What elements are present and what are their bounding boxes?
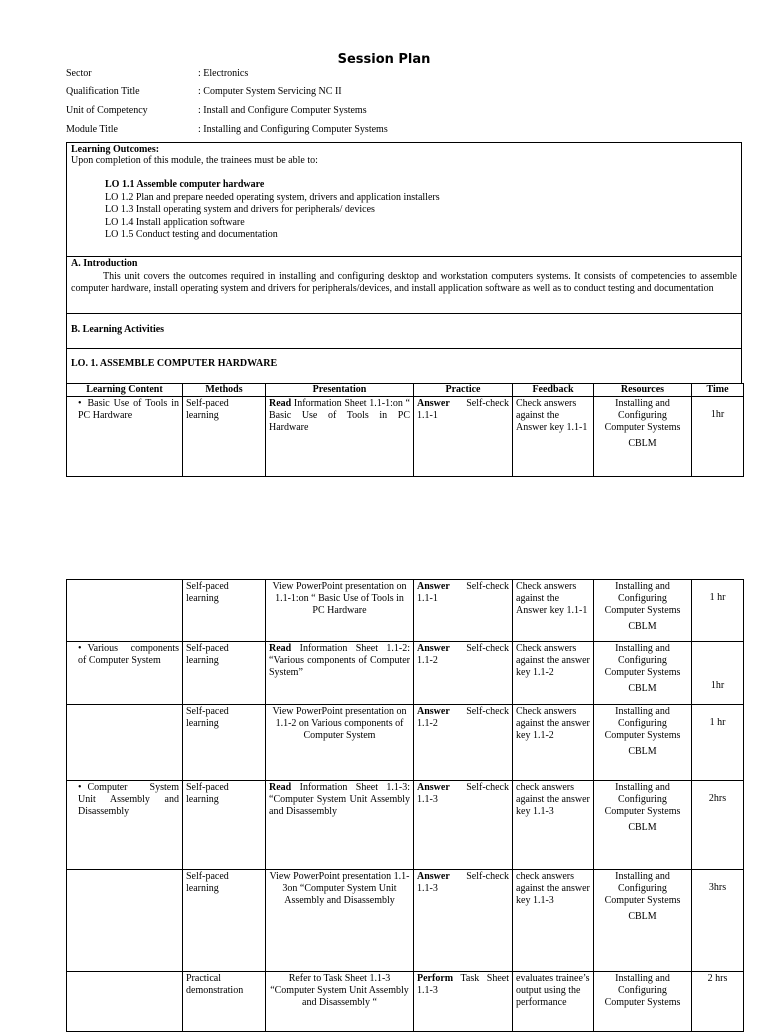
meta-key: Sector: [66, 68, 92, 79]
meta-key: Qualification Title: [66, 86, 140, 97]
practice-text: Task Sheet 1.1-3: [417, 973, 509, 996]
practice-text: Self-check 1.1-3: [417, 782, 509, 805]
practice-text: Self-check 1.1-1: [417, 581, 509, 604]
cell-presentation: [266, 870, 414, 972]
outcome-item: LO 1.1 Assemble computer hardware: [105, 179, 265, 190]
meta-value: : Computer System Servicing NC II: [198, 86, 342, 97]
resources-text: Installing and Configuring Computer Systems: [604, 643, 681, 678]
resources-cblm: CBLM: [628, 683, 657, 694]
presentation-text: Information Sheet 1.1-3: “Computer System Unit Assembly and Disassembly: [269, 782, 410, 817]
cell-time: 2hrs: [692, 781, 744, 870]
practice-text: Self-check 1.1-3: [417, 871, 509, 894]
resources-cblm: CBLM: [628, 438, 657, 449]
cell-learning-content: [67, 642, 183, 705]
meta-key: Module Title: [66, 124, 118, 135]
presentation-text: View PowerPoint presentation on 1.1-1:on “ Basic Use of Tools in PC Hardware: [272, 581, 407, 616]
presentation-action: Read: [269, 643, 292, 654]
cell-resources: [594, 642, 692, 705]
learning-content-text: • Computer System Unit Assembly and Disassembly: [70, 782, 179, 818]
col-header: Resources: [594, 384, 692, 397]
cell-methods: Self-paced learning: [183, 397, 266, 477]
cell-learning-content: [67, 580, 183, 642]
cell-resources: [594, 580, 692, 642]
practice-action: Answer: [417, 643, 450, 654]
meta-value: : Electronics: [198, 68, 249, 79]
resources-cblm: CBLM: [628, 822, 657, 833]
presentation-text: View PowerPoint presentation 1.1-3on “Computer System Unit Assembly and Disassembly: [269, 871, 410, 906]
resources-cblm: CBLM: [628, 911, 657, 922]
cell-practice: [414, 870, 513, 972]
outcomes-list: [105, 179, 737, 242]
col-header: Practice: [414, 384, 513, 397]
resources-cblm: CBLM: [628, 621, 657, 632]
resources-cblm: CBLM: [628, 746, 657, 757]
cell-presentation: [266, 642, 414, 705]
cell-feedback: evaluates trainee’s output using the performance: [513, 972, 594, 1032]
cell-practice: [414, 397, 513, 477]
resources-text: Installing and Configuring Computer Systems: [604, 706, 681, 741]
table-header-row: [67, 384, 744, 397]
meta-value: : Install and Configure Computer Systems: [198, 105, 367, 116]
presentation-text: Information Sheet 1.1-2: “Various components of Computer System”: [269, 643, 410, 678]
cell-resources: [594, 781, 692, 870]
cell-practice: [414, 972, 513, 1032]
table-row: [67, 870, 744, 972]
cell-learning-content: [67, 705, 183, 781]
cell-time: 1 hr: [692, 705, 744, 781]
cell-practice: [414, 642, 513, 705]
cell-feedback: Check answers against the Answer key 1.1-1: [513, 580, 594, 642]
practice-action: Answer: [417, 398, 450, 409]
practice-text: Self-check 1.1-1: [417, 398, 509, 421]
practice-action: Answer: [417, 706, 450, 717]
lo1-heading: LO. 1. ASSEMBLE COMPUTER HARDWARE: [71, 358, 278, 369]
cell-feedback: check answers against the answer key 1.1-3: [513, 781, 594, 870]
practice-action: Perform: [417, 973, 454, 984]
presentation-action: Read: [269, 782, 292, 793]
cell-presentation: [266, 781, 414, 870]
cell-presentation: [266, 972, 414, 1032]
cell-resources: [594, 705, 692, 781]
col-header: Presentation: [266, 384, 414, 397]
cell-resources: [594, 870, 692, 972]
meta-key: Unit of Competency: [66, 105, 148, 116]
cell-practice: [414, 705, 513, 781]
introduction-text: This unit covers the outcomes required in installing and configuring desktop and workstation computers systems. It consists of competencies to assemble computer hardware, install operating system and drivers for peripherals/devices, and install application software as well as to conduct testing and documentation: [71, 270, 737, 294]
cell-practice: [414, 781, 513, 870]
cell-time: 1 hr: [692, 580, 744, 642]
cell-presentation: [266, 397, 414, 477]
cell-presentation: [266, 580, 414, 642]
cell-time: 3hrs: [692, 870, 744, 972]
cell-methods: Self-paced learning: [183, 580, 266, 642]
learning-activities-box: [66, 313, 742, 349]
table-row: [67, 397, 744, 477]
col-header: Feedback: [513, 384, 594, 397]
cell-resources: [594, 397, 692, 477]
learning-content-text: • Various components of Computer System: [70, 643, 179, 667]
table-row: [67, 972, 744, 1032]
col-header: Time: [692, 384, 744, 397]
table-row: [67, 642, 744, 705]
learning-content-text: • Basic Use of Tools in PC Hardware: [70, 398, 179, 422]
practice-text: Self-check 1.1-2: [417, 643, 509, 666]
cell-presentation: [266, 705, 414, 781]
introduction-box: [66, 256, 742, 314]
cell-resources: [594, 972, 692, 1032]
outcome-item: LO 1.4 Install application software: [105, 216, 245, 228]
outcomes-intro: Upon completion of this module, the trainees must be able to:: [71, 155, 318, 166]
resources-text: Installing and Configuring Computer Systems: [604, 581, 681, 616]
learning-activities-heading: B. Learning Activities: [71, 324, 165, 335]
practice-text: Self-check 1.1-2: [417, 706, 509, 729]
outcomes-heading: Learning Outcomes:: [71, 144, 160, 155]
col-header: Methods: [183, 384, 266, 397]
table-row: [67, 705, 744, 781]
learning-outcomes-box: [66, 142, 742, 257]
presentation-text: View PowerPoint presentation on 1.1-2 on Various components of Computer System: [272, 706, 407, 741]
cell-feedback: Check answers against the answer key 1.1-2: [513, 642, 594, 705]
cell-methods: Self-paced learning: [183, 781, 266, 870]
table-row: [67, 781, 744, 870]
resources-text: Installing and Configuring Computer Systems: [604, 782, 681, 817]
outcome-item: LO 1.5 Conduct testing and documentation: [105, 229, 278, 240]
cell-methods: Self-paced learning: [183, 870, 266, 972]
outcome-item: LO 1.2 Plan and prepare needed operating system, drivers and application installers: [105, 191, 440, 203]
lo1-box: [66, 348, 742, 384]
cell-methods: Self-paced learning: [183, 705, 266, 781]
resources-text: Installing and Configuring Computer Systems: [604, 973, 681, 1008]
resources-text: Installing and Configuring Computer Systems: [604, 871, 681, 906]
cell-feedback: Check answers against the answer key 1.1-2: [513, 705, 594, 781]
presentation-text: Information Sheet 1.1-1:on “ Basic Use of Tools in PC Hardware: [269, 398, 410, 433]
activities-table-2: [66, 579, 744, 1032]
cell-time: 1hr: [692, 642, 744, 705]
cell-feedback: Check answers against the Answer key 1.1-1: [513, 397, 594, 477]
cell-learning-content: [67, 397, 183, 477]
page-title: Session Plan: [337, 52, 431, 67]
cell-practice: [414, 580, 513, 642]
outcome-item: LO 1.3 Install operating system and drivers for peripherals/ devices: [105, 204, 375, 215]
practice-action: Answer: [417, 871, 450, 882]
resources-text: Installing and Configuring Computer Systems: [604, 398, 681, 433]
introduction-heading: A. Introduction: [71, 258, 138, 269]
table-row: [67, 580, 744, 642]
cell-methods: Practical demonstration: [183, 972, 266, 1032]
cell-learning-content: [67, 870, 183, 972]
practice-action: Answer: [417, 581, 450, 592]
cell-methods: Self-paced learning: [183, 642, 266, 705]
meta-value: : Installing and Configuring Computer Systems: [198, 124, 388, 135]
presentation-text: Refer to Task Sheet 1.1-3 “Computer System Unit Assembly and Disassembly “: [270, 973, 409, 1008]
practice-action: Answer: [417, 782, 450, 793]
presentation-action: Read: [269, 398, 292, 409]
col-header: Learning Content: [67, 384, 183, 397]
cell-feedback: check answers against the answer key 1.1-3: [513, 870, 594, 972]
activities-table-1: [66, 383, 744, 477]
cell-learning-content: [67, 781, 183, 870]
cell-time: 1hr: [692, 397, 744, 477]
cell-time: 2 hrs: [692, 972, 744, 1032]
cell-learning-content: [67, 972, 183, 1032]
